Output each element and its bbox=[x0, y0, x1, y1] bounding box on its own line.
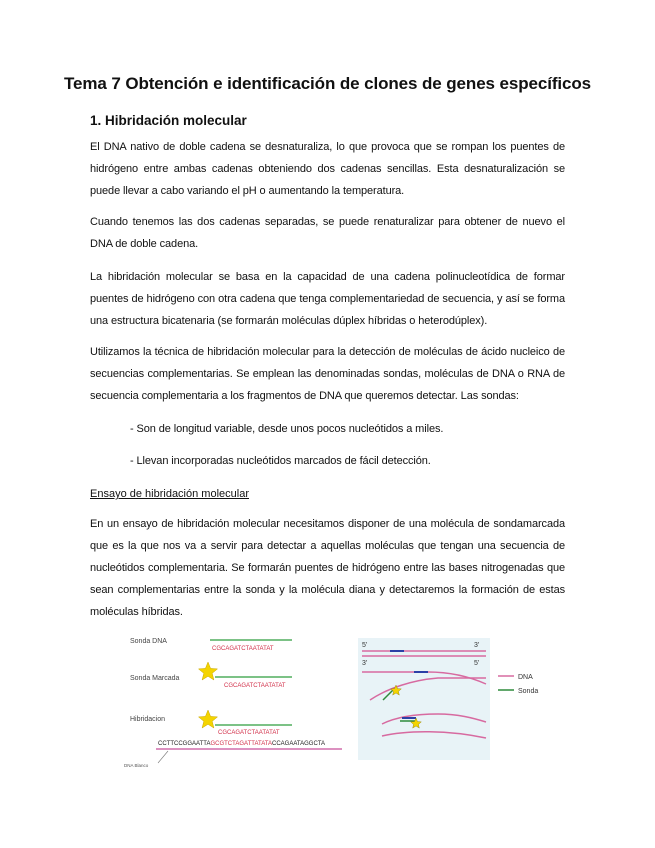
probe-sequence: CGCAGATCTAATATAT bbox=[212, 646, 274, 652]
label-5-prime-right: 5' bbox=[474, 660, 480, 667]
label-hibridacion: Hibridacion bbox=[130, 716, 166, 723]
label-dna-blanco: DNA Blanco bbox=[124, 763, 149, 768]
paragraph: En un ensayo de hibridación molecular necesitamos disponer de una molécula de sondamarcada que es la que nos va a servir para detectar a aquellas moléculas que tengan una secuencia de nucleótidos complementaria. Se formarán puentes de hidrógeno entre las bases nitrogenadas que sean complementarias entre la sonda y la molécula diana y detectaremos la formación de estas moléculas híbridas. bbox=[90, 518, 565, 618]
list-item: - Son de longitud variable, desde unos pocos nucleótidos a miles. bbox=[130, 423, 444, 435]
paragraph: La hibridación molecular se basa en la capacidad de una cadena polinucleotídica de formar puentes de hidrógeno con otra cadena que tenga complementariedad de secuencia, y así se forma una estructura bicatenaria (se formarán moléculas dúplex híbridas o heterodúplex). bbox=[90, 271, 565, 327]
paragraph: Utilizamos la técnica de hibridación molecular para la detección de moléculas de ácido nucleico de secuencias complementarias. Se emplean las denominadas sondas, moléculas de DNA o RNA de secuencia complementaria a los fragmentos de DNA que queremos detectar. Las sondas: bbox=[90, 346, 565, 402]
star-icon bbox=[199, 662, 218, 680]
probe-hybridization-figure bbox=[120, 630, 350, 770]
section-heading: 1. Hibridación molecular bbox=[90, 113, 247, 128]
hybrid-probe-sequence: CGCAGATCTAATATAT bbox=[218, 730, 280, 736]
target-sequence: CCTTCCGGAATTAGCGTCTAGATTATATACCAGAATAGGCTA bbox=[158, 741, 326, 747]
list-item: - Llevan incorporadas nucleótidos marcados de fácil detección. bbox=[130, 455, 431, 467]
page-title: Tema 7 Obtención e identificación de clones de genes específicos bbox=[63, 74, 592, 93]
paragraph: El DNA nativo de doble cadena se desnaturaliza, lo que provoca que se rompan los puentes de hidrógeno entre ambas cadenas obteniendo dos cadenas sencillas. Esta desnaturalización se puede llevar a cabo variando el pH o aumentando la temperatura. bbox=[90, 141, 565, 197]
legend-sonda-label: Sonda bbox=[518, 688, 539, 695]
paragraph: Cuando tenemos las dos cadenas separadas, se puede renaturalizar para obtener de nuevo el DNA de doble cadena. bbox=[90, 216, 565, 250]
legend-dna-label: DNA bbox=[518, 674, 533, 681]
pointer-line bbox=[158, 751, 168, 763]
label-3-prime: 3' bbox=[474, 642, 480, 649]
labeled-probe-sequence: CGCAGATCTAATATAT bbox=[224, 683, 286, 689]
label-sonda-marcada: Sonda Marcada bbox=[130, 675, 180, 682]
subheading: Ensayo de hibridación molecular bbox=[90, 488, 249, 500]
label-sonda-dna: Sonda DNA bbox=[130, 638, 167, 645]
hybridization-schematic bbox=[358, 638, 558, 760]
label-3-prime-left: 3' bbox=[362, 660, 368, 667]
label-5-prime: 5' bbox=[362, 642, 368, 649]
star-icon bbox=[199, 710, 218, 728]
